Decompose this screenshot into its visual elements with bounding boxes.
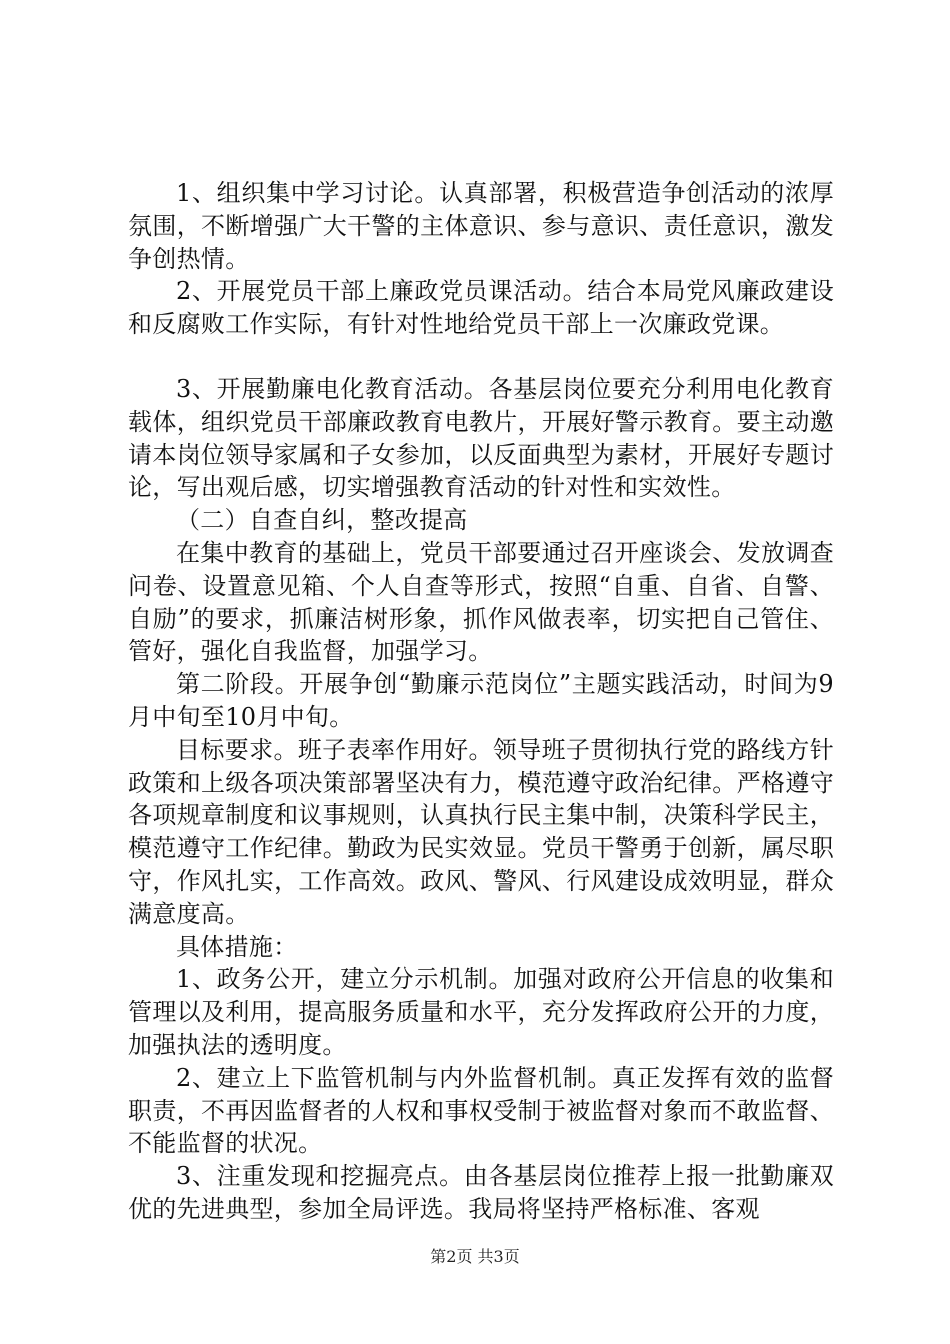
paragraph-self-check: 在集中教育的基础上，党员干部要通过召开座谈会、发放调查问卷、设置意见箱、个人自查等形式，按照“自重、自省、自警、自励”的要求，抓廉洁树形象，抓作风做表率，切实把自己管住、管好，强化自我监督，加强学习。 xyxy=(128,538,834,666)
page-footer xyxy=(0,1247,950,1267)
paragraph-measure-3: 3、注重发现和挖掘亮点。由各基层岗位推荐上报一批勤廉双优的先进典型，参加全局评选。我局将坚持严格标准、客观 xyxy=(128,1162,834,1223)
paragraph-video-education: 3、开展勤廉电化教育活动。各基层岗位要充分利用电化教育载体，组织党员干部廉政教育电教片，开展好警示教育。要主动邀请本岗位领导家属和子女参加，以反面典型为素材，开展好专题讨论，写出观后感，切实增强教育活动的针对性和实效性。 xyxy=(128,374,834,502)
paragraph-spacer xyxy=(128,341,834,373)
page-number-label: 第2页 共3页 xyxy=(430,1247,520,1266)
paragraph-study-discussion: 1、组织集中学习讨论。认真部署，积极营造争创活动的浓厚氛围，不断增强广大干警的主体意识、参与意识、责任意识，激发争创热情。 xyxy=(128,179,834,273)
paragraph-measure-2: 2、建立上下监管机制与内外监督机制。真正发挥有效的监督职责，不再因监督者的人权和事权受制于被监督对象而不敢监督、不能监督的状况。 xyxy=(128,1063,834,1158)
paragraph-measure-1: 1、政务公开，建立分示机制。加强对政府公开信息的收集和管理以及利用，提高服务质量和水平，充分发挥政府公开的力度，加强执法的透明度。 xyxy=(128,965,834,1059)
document-body xyxy=(128,177,834,1226)
paragraph-goals: 目标要求。班子表率作用好。领导班子贯彻执行党的路线方针政策和上级各项决策部署坚决有力，模范遵守政治纪律。严格遵守各项规章制度和议事规则，认真执行民主集中制，决策科学民主，模范遵守工作纪律。勤政为民实效显。党员干警勇于创新，属尽职守，作风扎实，工作高效。政风、警风、行风建设成效明显，群众满意度高。 xyxy=(128,735,834,928)
paragraph-measures-heading: 具体措施： xyxy=(176,932,298,961)
section-heading-self-check: （二）自查自纠，整改提高 xyxy=(176,506,468,535)
paragraph-party-lesson: 2、开展党员干部上廉政党员课活动。结合本局党风廉政建设和反腐败工作实际，有针对性地给党员干部上一次廉政党课。 xyxy=(128,277,834,339)
paragraph-second-stage: 第二阶段。开展争创“勤廉示范岗位”主题实践活动，时间为9月中旬至10月中旬。 xyxy=(128,670,834,731)
